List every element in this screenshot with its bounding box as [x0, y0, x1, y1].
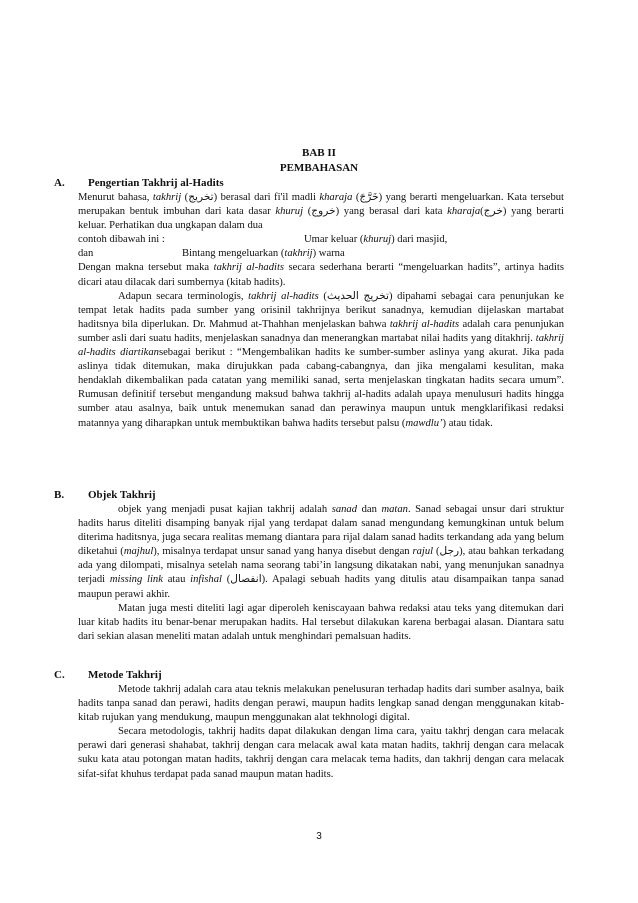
italic-term: missing link — [109, 574, 163, 586]
italic-term: sanad — [331, 504, 358, 515]
italic-term: takhrij al-hadits — [248, 290, 319, 302]
italic-term: takhrij al-hadits — [389, 318, 460, 330]
page-number: 3 — [316, 831, 322, 842]
italic-term: majhul — [123, 546, 154, 558]
text-run: (انفصال). Apalagi sebuah hadits yang ditulis atau disampaikan tanpa sanad maupun perawi akhir. — [78, 574, 564, 600]
text-run: sebagai berikut : “Mengembalikan hadits ke sumber-sumber aslinya yang akurat. Jika pada aslinya tidak ditemukan, maka dirujukkan pada cabang-cabangnya, dan jika mengalami kesulitan, maka hendaklah dikembalikan pada catatan yang memiliki sanad, serta menjelaskan tingkatan hadits secara umum”. Rumusan definitif tersebut mengandung maksud bahwa takhrij al-hadits adalah upaya menulusuri hadits hingga sumber atau asalnya, baik untuk menemukan sanad dan perawinya maupun untuk mengklarifikasi redaksi matannya yang diharapkan untuk membuktikan bahwa hadits tersebut palsu ( — [78, 347, 564, 429]
italic-term: matan — [381, 504, 408, 515]
text-run: Dengan makna tersebut maka — [78, 262, 214, 274]
section-c-letter: C. — [54, 669, 65, 681]
italic-term: khuruj — [275, 206, 304, 218]
paragraph: Metode takhrij adalah cara atau teknis melakukan penelusuran terhadap hadits dari sumber asalnya, baik hadits tanpa sanad dan perawi, hadits dengan perawi, maupun hadits lengkap sanad dengan menggunakan kitab-kitab rujukan yang mendukung, maupun menggunakan alat tekhnologi digital. — [78, 684, 564, 724]
text-run: (خَرَّجَ) yang berarti — [352, 192, 438, 203]
section-b-heading — [54, 488, 156, 502]
paragraph — [78, 503, 564, 602]
text-run: atau — [162, 574, 191, 586]
italic-term: takhrij — [284, 248, 313, 260]
italic-term: kharaja — [319, 192, 353, 203]
example-line-2 — [78, 247, 564, 261]
text-run: (رجل), atau bahkan terkadang ada yang dilompati, misalnya setelah nama seorang tabi’in langsung dikatakan nabi, yang menunjukan sanadnya terjadi — [78, 546, 564, 586]
text-run: ) dari masjid, — [391, 234, 448, 246]
text-run: ) atau tidak. — [442, 417, 493, 429]
italic-term: khuruj — [363, 234, 392, 246]
text-run: dan — [357, 504, 382, 515]
chapter-title: PEMBAHASAN — [279, 162, 359, 174]
section-a-heading — [54, 176, 224, 190]
section-c-heading — [54, 668, 162, 682]
text-run: (خرج) yang berarti keluar. Perhatikan dua ungkapan dalam dua — [78, 206, 564, 232]
text-run: contoh dibawah ini : — [78, 234, 165, 246]
text-run: Adapun secara terminologis, — [118, 290, 249, 302]
paragraph — [78, 191, 564, 233]
section-a-title: Pengertian Takhrij al-Hadits — [88, 177, 224, 189]
italic-term: takhrij al-hadits — [213, 262, 285, 274]
italic-term: mawdlu’ — [405, 417, 443, 429]
section-b-letter: B. — [54, 489, 65, 501]
italic-term: rajul — [412, 546, 434, 558]
section-b-body — [78, 503, 564, 644]
text-run: (تخريج) berasal dari fi'il madli — [181, 192, 320, 203]
text-run: objek yang menjadi pusat kajian takhrij adalah — [118, 504, 332, 515]
paragraph — [78, 261, 564, 289]
text-run: ) warna — [312, 248, 345, 260]
paragraph — [78, 290, 564, 431]
text-run: berasal dari kata — [369, 206, 448, 218]
paragraph: Matan juga mesti diteliti lagi agar diperoleh keniscayaan bahwa redaksi atau teks yang ditemukan dari luar kitab hadits itu benar-benar merupakan hadits. Hal tersebut dilakukan karena berbagai alasan. Diantara satu dari sekian alasan meneliti matan adalah untuk menghindari pemalsuan hadits. — [78, 602, 564, 642]
text-run: ), misalnya terdapat unsur sanad yang hanya disebut dengan — [153, 546, 413, 558]
text-run: secara sederhana berarti “mengeluarkan hadits”, artinya hadits dicari atau dilacak dari sumbernya (kitab hadits). — [78, 262, 564, 288]
paragraph: Secara metodologis, takhrij hadits dapat dilakukan dengan lima cara, yaitu takhrj dengan cara melacak perawi dari generasi shahabat, takhrij dengan cara melacak awal kata matan hadits, takhrij dengan cara melacak suku kata atau potongan matan hadits, takhrij dengan cara melacak tema hadits, dan takhrij dengan cara melacak sifat-sifat khuhus terdapat pada sanad maupun matan hadits. — [78, 726, 564, 780]
text-run: (تخريج الحديث) dipahami sebagai cara penunjukan ke tempat letak hadits pada sumber yang orisinil takhrijnya berikut sanadnya, kemudian dijelaskan martabat haditsnya bila diperlukan. Dr. Mahmud at-Thahhan menjelaskan bahwa — [78, 290, 564, 330]
italic-term: infishal — [190, 574, 222, 586]
section-a-body — [78, 191, 564, 431]
text-run: mengeluarkan. Kata tersebut merupakan bentuk imbuhan dari kata dasar — [78, 192, 564, 218]
chapter-label: BAB II — [302, 147, 336, 159]
section-c-body — [78, 683, 564, 782]
italic-term: kharaja — [447, 206, 481, 218]
text-run: Umar keluar ( — [304, 234, 364, 246]
text-run: adalah cara penunjukan sumber asli dari suatu hadits, menjelaskan sanadnya dan menerangkan martabat nilai hadits yang ditakhrij. — [78, 318, 564, 344]
italic-term: takhrij — [152, 192, 182, 203]
text-run: Bintang mengeluarkan ( — [182, 248, 285, 260]
section-c-title: Metode Takhrij — [88, 669, 162, 681]
text-run: (خروج) yang — [303, 206, 365, 218]
section-b-title: Objek Takhrij — [88, 489, 156, 501]
section-a-letter: A. — [54, 177, 65, 189]
text-run: Menurut bahasa, — [78, 192, 153, 203]
example-line-1 — [78, 233, 564, 247]
italic-term: takhrij al-hadits diartikan — [78, 332, 564, 359]
text-run: . Sanad sebagai unsur dari struktur hadits harus diteliti disamping banyak rijal yang terdapat dalam sanad mengundang kemungkinan untuk belum diterima haditsnya, juga secara realitas memang diantara para rijal dalam sanad hadits terkandang ada yang belum diketahui ( — [78, 504, 565, 558]
text-run: dan — [78, 248, 94, 260]
